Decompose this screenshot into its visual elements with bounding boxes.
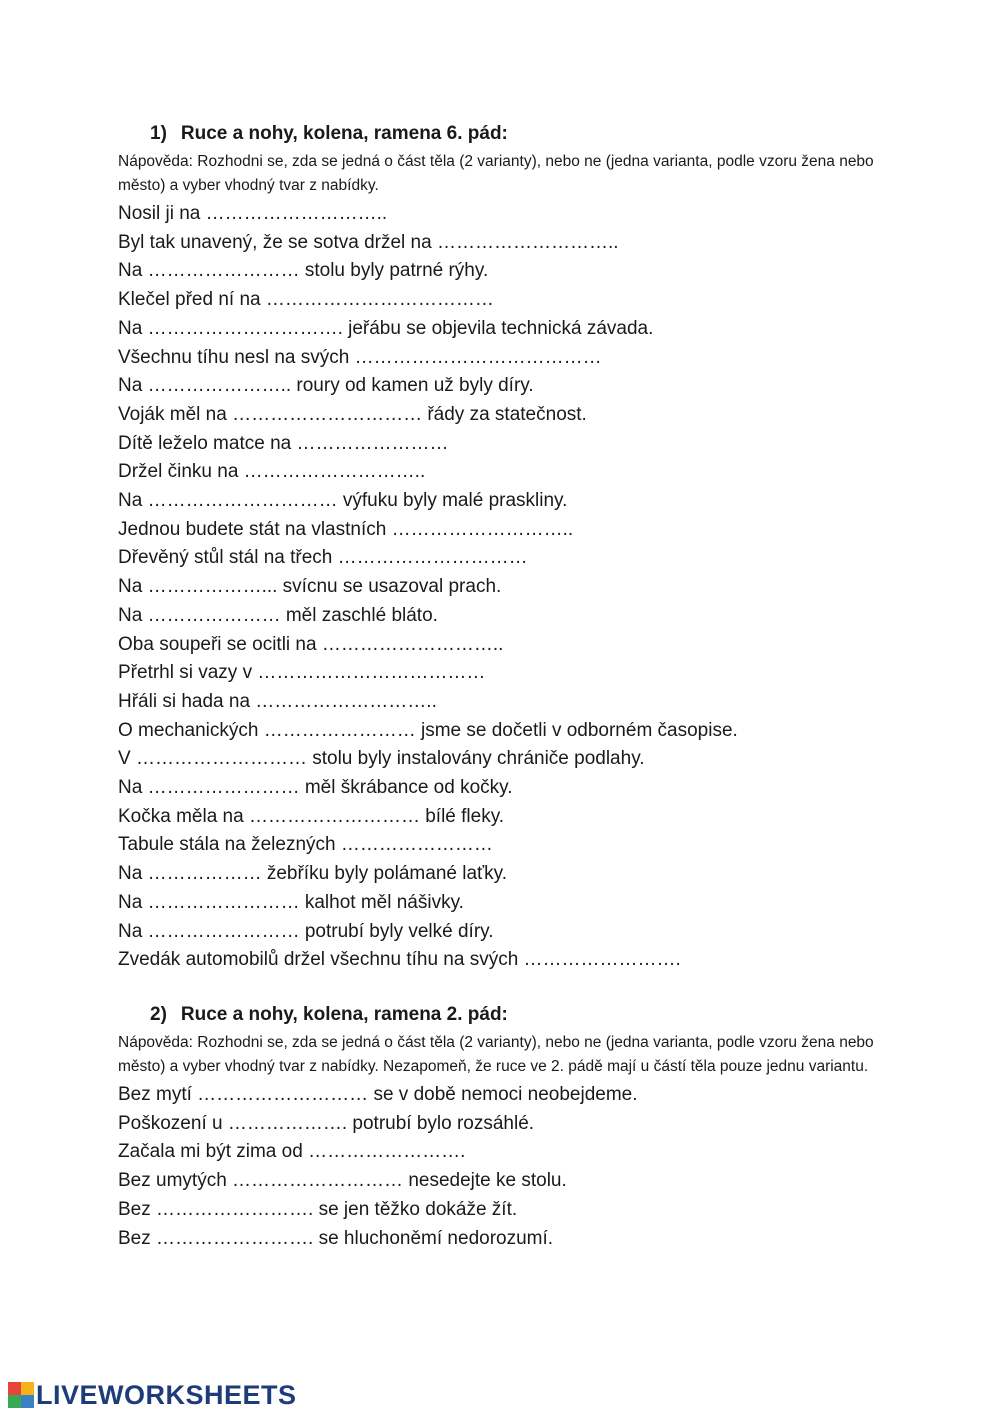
sentence-line: Začala mi být zima od ……………………. [118, 1141, 466, 1163]
exercise-1-sentences [118, 200, 888, 975]
sentence-line: Držel činku na ……………………….. [118, 461, 426, 483]
sentence-line: Všechnu tíhu nesl na svých ………………………………… [118, 346, 602, 368]
sentence-line: Kočka měla na ……………………… bílé fleky. [118, 805, 505, 827]
sentence-line: Zvedák automobilů držel všechnu tíhu na svých ……………………. [118, 949, 681, 971]
exercise-1-number: 1) [150, 123, 167, 144]
sentence-line: Oba soupeři se ocitli na ……………………….. [118, 633, 504, 655]
sentence-line: Na ………………………… výfuku byly malé praskliny. [118, 490, 568, 512]
logo-block [8, 1395, 21, 1408]
sentence-line: Na ………………... svícnu se usazoval prach. [118, 576, 502, 598]
sentence-line: Na …………………… kalhot měl nášivky. [118, 891, 464, 913]
sentence-line: Na …………………… potrubí byly velké díry. [118, 920, 494, 942]
exercise-2-number: 2) [150, 1004, 167, 1025]
sentence-line: Na ……………… žebříku byly polámané laťky. [118, 863, 508, 885]
sentence-line: O mechanických …………………… jsme se dočetli v odborném časopise. [118, 719, 738, 741]
logo-blocks-icon [8, 1382, 34, 1408]
sentence-line: Na ………………….. roury od kamen už byly díry. [118, 375, 534, 397]
sentence-line: Hřáli si hada na ……………………….. [118, 690, 437, 712]
sentence-line: Jednou budete stát na vlastních ……………………….. [118, 518, 574, 540]
sentence-line: V ……………………… stolu byly instalovány chrániče podlahy. [118, 748, 645, 770]
exercise-1-heading [150, 120, 888, 148]
sentence-line: Poškození u ………………. potrubí bylo rozsáhlé. [118, 1112, 535, 1134]
exercise-1 [118, 120, 888, 975]
exercise-2-heading [150, 1001, 888, 1029]
sentence-line: Bez umytých ……………………… nesedejte ke stolu. [118, 1170, 567, 1192]
sentence-line: Voják měl na ………………………… řády za statečnost. [118, 403, 587, 425]
logo-text: LIVEWORKSHEETS [36, 1379, 297, 1410]
sentence-line: Na ………………… měl zaschlé bláto. [118, 604, 438, 626]
exercise-1-hint: Nápověda: Rozhodni se, zda se jedná o část těla (2 varianty), nebo ne (jedna varianta, podle vzoru žena nebo město) a vyber vhodný tvar z nabídky. [118, 153, 874, 194]
sentence-line: Na …………………… měl škrábance od kočky. [118, 777, 513, 799]
exercise-2-hint: Nápověda: Rozhodni se, zda se jedná o část těla (2 varianty), nebo ne (jedna varianta, podle vzoru žena nebo město) a vyber vhodný tvar z nabídky. Nezapomeň, že ruce ve 2. pádě mají u částí těla pouze jednu variantu. [118, 1034, 874, 1075]
logo-block [21, 1395, 34, 1408]
sentence-line: Na …………………… stolu byly patrné rýhy. [118, 260, 489, 282]
sentence-line: Bez ……………………. se hluchoněmí nedorozumí. [118, 1227, 554, 1249]
sentence-line: Byl tak unavený, že se sotva držel na ……………………….. [118, 231, 619, 253]
logo-block [21, 1382, 34, 1395]
logo-block [8, 1382, 21, 1395]
sentence-line: Dřevěný stůl stál na třech ………………………… [118, 547, 528, 569]
liveworksheets-logo[interactable] [8, 1380, 297, 1410]
exercise-1-title: Ruce a nohy, kolena, ramena 6. pád: [180, 123, 508, 144]
exercise-2-sentences [118, 1081, 888, 1253]
exercise-2 [118, 1001, 888, 1253]
sentence-line: Bez ……………………. se jen těžko dokáže žít. [118, 1198, 518, 1220]
sentence-line: Bez mytí ……………………… se v době nemoci neobejdeme. [118, 1084, 638, 1105]
sentence-line: Nosil ji na ……………………….. [118, 203, 388, 224]
sentence-line: Přetrhl si vazy v ……………………………… [118, 662, 486, 684]
sentence-line: Klečel před ní na ……………………………… [118, 289, 494, 311]
sentence-line: Dítě leželo matce na …………………… [118, 432, 449, 454]
sentence-line: Na …………………………. jeřábu se objevila technická závada. [118, 317, 654, 339]
sentence-line: Tabule stála na železných …………………… [118, 834, 493, 856]
exercise-2-title: Ruce a nohy, kolena, ramena 2. pád: [180, 1004, 508, 1025]
